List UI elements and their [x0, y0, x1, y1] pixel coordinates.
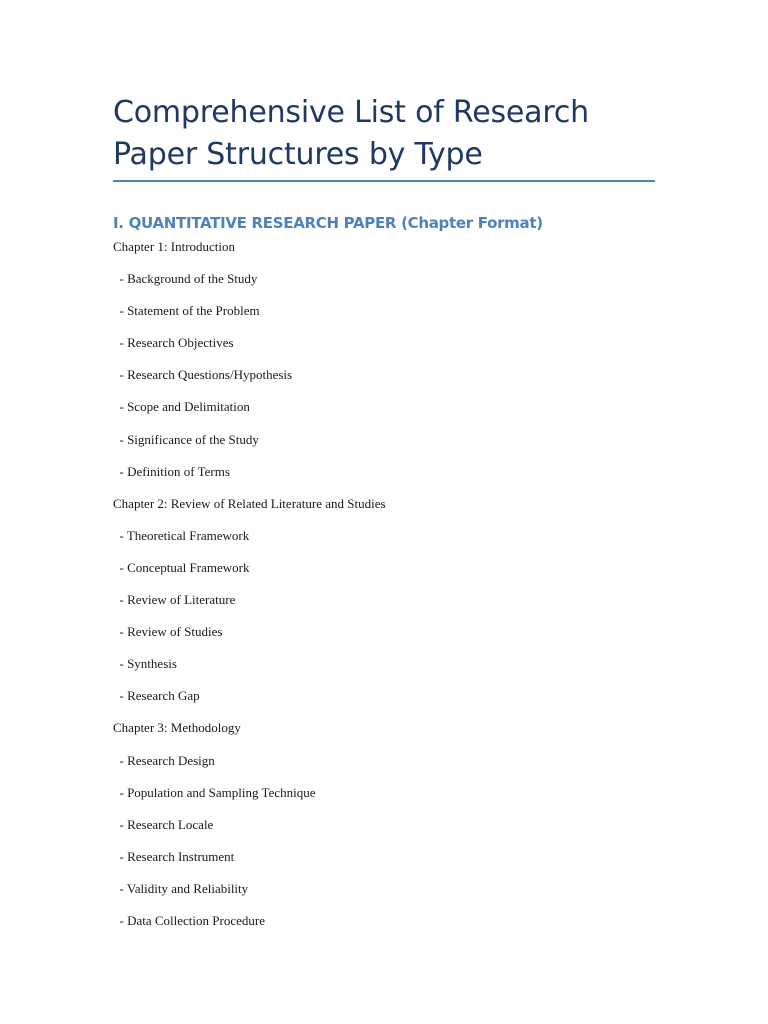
- chapter-heading-line: Chapter 1: Introduction: [113, 239, 236, 254]
- outline-item: - Review of Studies: [113, 624, 223, 640]
- chapter-heading-line: Chapter 2: Review of Related Literature and Studies: [113, 495, 386, 511]
- outline-item: - Significance of the Study: [113, 431, 259, 447]
- chapter-heading-line: Chapter 3: Methodology: [113, 720, 241, 736]
- outline-item: - Background of the Study: [113, 271, 258, 287]
- outline-item: - Synthesis: [113, 656, 177, 672]
- outline-item: - Definition of Terms: [113, 463, 230, 479]
- outline-item: - Scope and Delimitation: [113, 399, 250, 415]
- section-heading: I. QUANTITATIVE RESEARCH PAPER (Chapter Format): [113, 214, 543, 232]
- outline-item: - Research Instrument: [113, 848, 235, 864]
- outline-item: - Conceptual Framework: [113, 559, 250, 575]
- outline-item: - Statement of the Problem: [113, 303, 260, 319]
- structure-outline: [113, 238, 386, 944]
- outline-item: - Research Design: [113, 752, 215, 768]
- outline-item: - Review of Literature: [113, 592, 236, 608]
- outline-item: - Data Collection Procedure: [113, 912, 265, 928]
- outline-item: - Population and Sampling Technique: [113, 784, 316, 800]
- outline-item: - Validity and Reliability: [113, 880, 249, 896]
- title-underline-rule: [113, 180, 655, 182]
- outline-item: - Research Gap: [113, 688, 200, 704]
- outline-item: - Research Locale: [113, 816, 214, 832]
- document-title: Comprehensive List of Research Paper Structures by Type: [113, 95, 589, 172]
- outline-item: - Research Questions/Hypothesis: [113, 367, 293, 383]
- outline-item: - Theoretical Framework: [113, 527, 250, 543]
- outline-item: - Research Objectives: [113, 335, 234, 351]
